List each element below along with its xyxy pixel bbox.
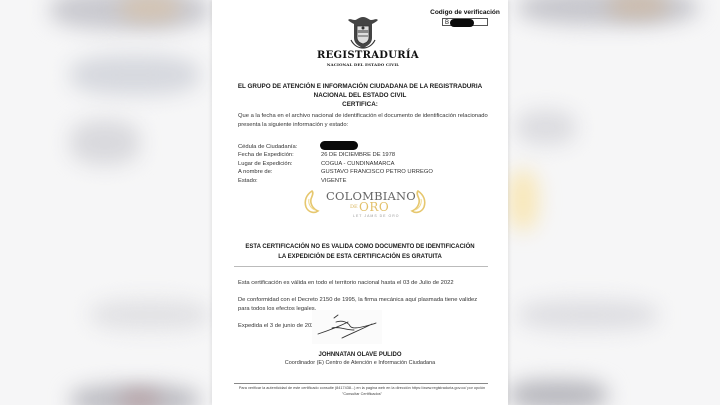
registraduria-logo — [317, 50, 419, 67]
signer-name: JOHNNATAN OLAVE PULIDO — [318, 352, 402, 358]
field-row-lugar — [238, 160, 498, 168]
notice-line-1: ESTA CERTIFICACIÓN NO ES VALIDA COMO DOCUMENTO DE IDENTIFICACIÓN — [245, 244, 475, 250]
watermark-tagline: LET JAMS DE ORO — [353, 214, 400, 218]
blurred-background-right — [508, 0, 720, 405]
footer-divider — [234, 383, 488, 384]
redaction-mark — [320, 141, 358, 150]
field-value: COGUA - CUNDINAMARCA — [321, 160, 395, 167]
validity-notice — [232, 243, 488, 262]
field-label: Fecha de Expedición: — [238, 152, 294, 159]
certificate-document — [212, 0, 508, 405]
field-row-cedula — [238, 143, 498, 151]
heading-line-3: CERTIFICA: — [342, 101, 378, 108]
brand-name: REGISTRADURÍA — [317, 50, 419, 61]
field-label: Cédula de Ciudadanía: — [238, 144, 298, 150]
divider — [234, 266, 488, 267]
decree-paragraph: De conformidad con el Decreto 2150 de 1995, la firma mecánica aquí plasmada tiene validez para todos los efectos legales. — [238, 297, 478, 312]
intro-paragraph: Que a la fecha en el archivo nacional de identificación el documento de identificación relacionado presenta la siguiente información y estado: — [238, 113, 488, 128]
validity-paragraph: Esta certificación es válida en todo el territorio nacional hasta el 03 de Julio de 2022 — [238, 280, 454, 286]
verification-footnote: Para verificar la autenticidad de este certificado consulte (8417438...) en la pagina web en la dirección https://www.registraduria.gov.co/ por opción "Consultar Certificados" — [238, 386, 486, 396]
blurred-background-left — [0, 0, 212, 405]
signature-image — [312, 310, 382, 344]
verification-code-block — [428, 9, 502, 26]
field-row-estado — [238, 177, 498, 185]
national-crest-icon — [345, 14, 381, 50]
signer-role: Coordinador (E) Centro de Atención e Información Ciudadana — [284, 360, 436, 366]
gold-ornament-icon — [408, 189, 428, 215]
field-label: Lugar de Expedición: — [238, 160, 293, 167]
field-row-nombre — [238, 168, 498, 176]
identity-fields — [238, 143, 498, 185]
watermark-title: COLOMBIANO — [326, 189, 416, 203]
field-label: Estado: — [238, 177, 258, 184]
watermark-de: DE — [350, 204, 358, 210]
certificate-heading — [232, 82, 488, 109]
issued-date: Expedida el 3 de junio de 2022 — [238, 323, 318, 329]
field-value: VIGENTE — [321, 177, 347, 184]
heading-line-1: EL GRUPO DE ATENCIÓN E INFORMACIÓN CIUDADANA DE LA REGISTRADURIA — [237, 83, 483, 90]
verification-code-prefix: B — [445, 20, 450, 26]
redaction-mark — [450, 19, 474, 27]
gold-ornament-icon — [302, 189, 322, 215]
field-row-fecha — [238, 151, 498, 159]
watermark-oro: ORO — [359, 200, 390, 214]
verification-code-field — [442, 18, 488, 26]
field-label: A nombre de: — [238, 169, 273, 176]
field-value: GUSTAVO FRANCISCO PETRO URREGO — [321, 169, 433, 176]
verification-code-label: Codigo de verificación — [430, 9, 500, 16]
field-value: 26 DE DICIEMBRE DE 1978 — [321, 152, 396, 159]
brand-subtitle: NACIONAL DEL ESTADO CIVIL — [326, 62, 400, 67]
colombiano-de-oro-watermark — [300, 185, 430, 220]
notice-line-2: LA EXPEDICIÓN DE ESTA CERTIFICACIÓN ES GRATUITA — [278, 253, 442, 260]
heading-line-2: NACIONAL DEL ESTADO CIVIL — [313, 92, 407, 99]
